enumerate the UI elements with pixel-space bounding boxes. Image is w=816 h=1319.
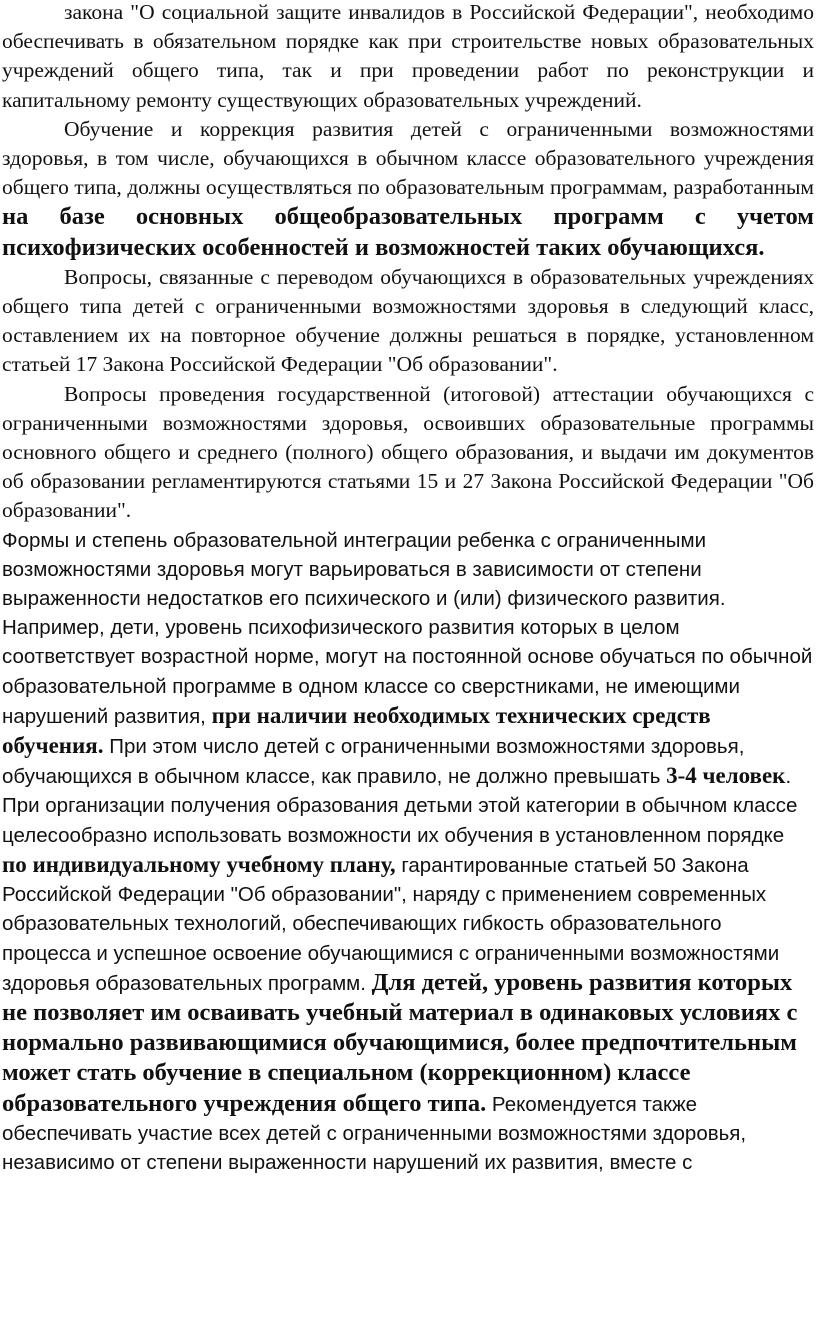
bold-emphasis: на базе основных общеобразовательных программ с учетом психофизических особенностей и возможностей таких обучающихся.	[2, 203, 814, 261]
paragraph-text: Рекомендуется также обеспечивать участие всех детей с ограниченными возможностями здоровья, независимо от степени выраженности нарушений их развития, вместе с	[2, 1092, 747, 1174]
bold-emphasis: Для детей, уровень развития которых не позволяет им осваивать учебный материал в одинаковых условиях с нормально развивающимися обучающимися, более предпочтительным может стать обучение в специальном (коррекционном) классе образовательного учреждения общего типа.	[2, 968, 798, 1117]
bold-emphasis: при наличии необходимых технических средств обучения.	[2, 702, 711, 759]
paragraph-state-attestation	[2, 380, 814, 526]
paragraph-text: Обучение и коррекция развития детей с ограниченными возможностями здоровья, в том числе, обучающихся в обычном классе образовательного учреждения общего типа, должны осуществляться по образовательным программам, разработанным	[2, 116, 814, 200]
bold-emphasis: 3-4 человек	[666, 763, 786, 789]
paragraph-text: гарантированные статьей 50 Закона Российской Федерации "Об образовании", наряду с применением современных образовательных технологий, обеспечивающих гибкость образовательного процесса и успешное освоение обучающимися с ограниченными возможностями здоровья образовательных программ.	[2, 853, 780, 995]
paragraph-text: закона "О социальной защите инвалидов в Российской Федерации", необходимо обеспечивать в обязательном порядке как при строительстве новых образовательных учреждений общего типа, так и при проведении работ по реконструкции и капитальному ремонту существующих образовательных учреждений.	[2, 0, 814, 112]
paragraph-text: Формы и степень образовательной интеграции ребенка с ограниченными возможностями здоровья могут варьироваться в зависимости от степени выраженности недостатков его психического и (или) физического развития. Например, дети, уровень психофизического развития которых в целом соответствует возрастной норме, могут на постоянной основе обучаться по обычной образовательной программе в одном классе со сверстниками, не имеющими нарушений развития,	[2, 528, 813, 728]
paragraph-text: При этом число детей с ограниченными возможностями здоровья, обучающихся в обычном классе, как правило, не должно превышать	[2, 735, 745, 789]
paragraph-class-transfer	[2, 263, 814, 380]
paragraph-integration-forms	[2, 526, 814, 1177]
bold-emphasis: по индивидуальному учебному плану,	[2, 851, 396, 877]
paragraph-text: Вопросы, связанные с переводом обучающихся в образовательных учреждениях общего типа детей с ограниченными возможностями здоровья в следующий класс, оставлением их на повторное обучение должны решаться в порядке, установленном статьей 17 Закона Российской Федерации "Об образовании".	[2, 264, 814, 377]
paragraph-disability-law	[2, 0, 814, 115]
paragraph-text: . При организации получения образования детьми этой категории в обычном классе целесообразно использовать возможности их обучения в установленном порядке	[2, 765, 798, 847]
paragraph-education-correction	[2, 115, 814, 263]
paragraph-text: Вопросы проведения государственной (итоговой) аттестации обучающихся с ограниченными возможностями здоровья, освоивших образовательные программы основного общего и среднего (полного) общего образования, и выдачи им документов об образовании регламентируются статьями 15 и 27 Закона Российской Федерации "Об образовании".	[2, 381, 814, 523]
